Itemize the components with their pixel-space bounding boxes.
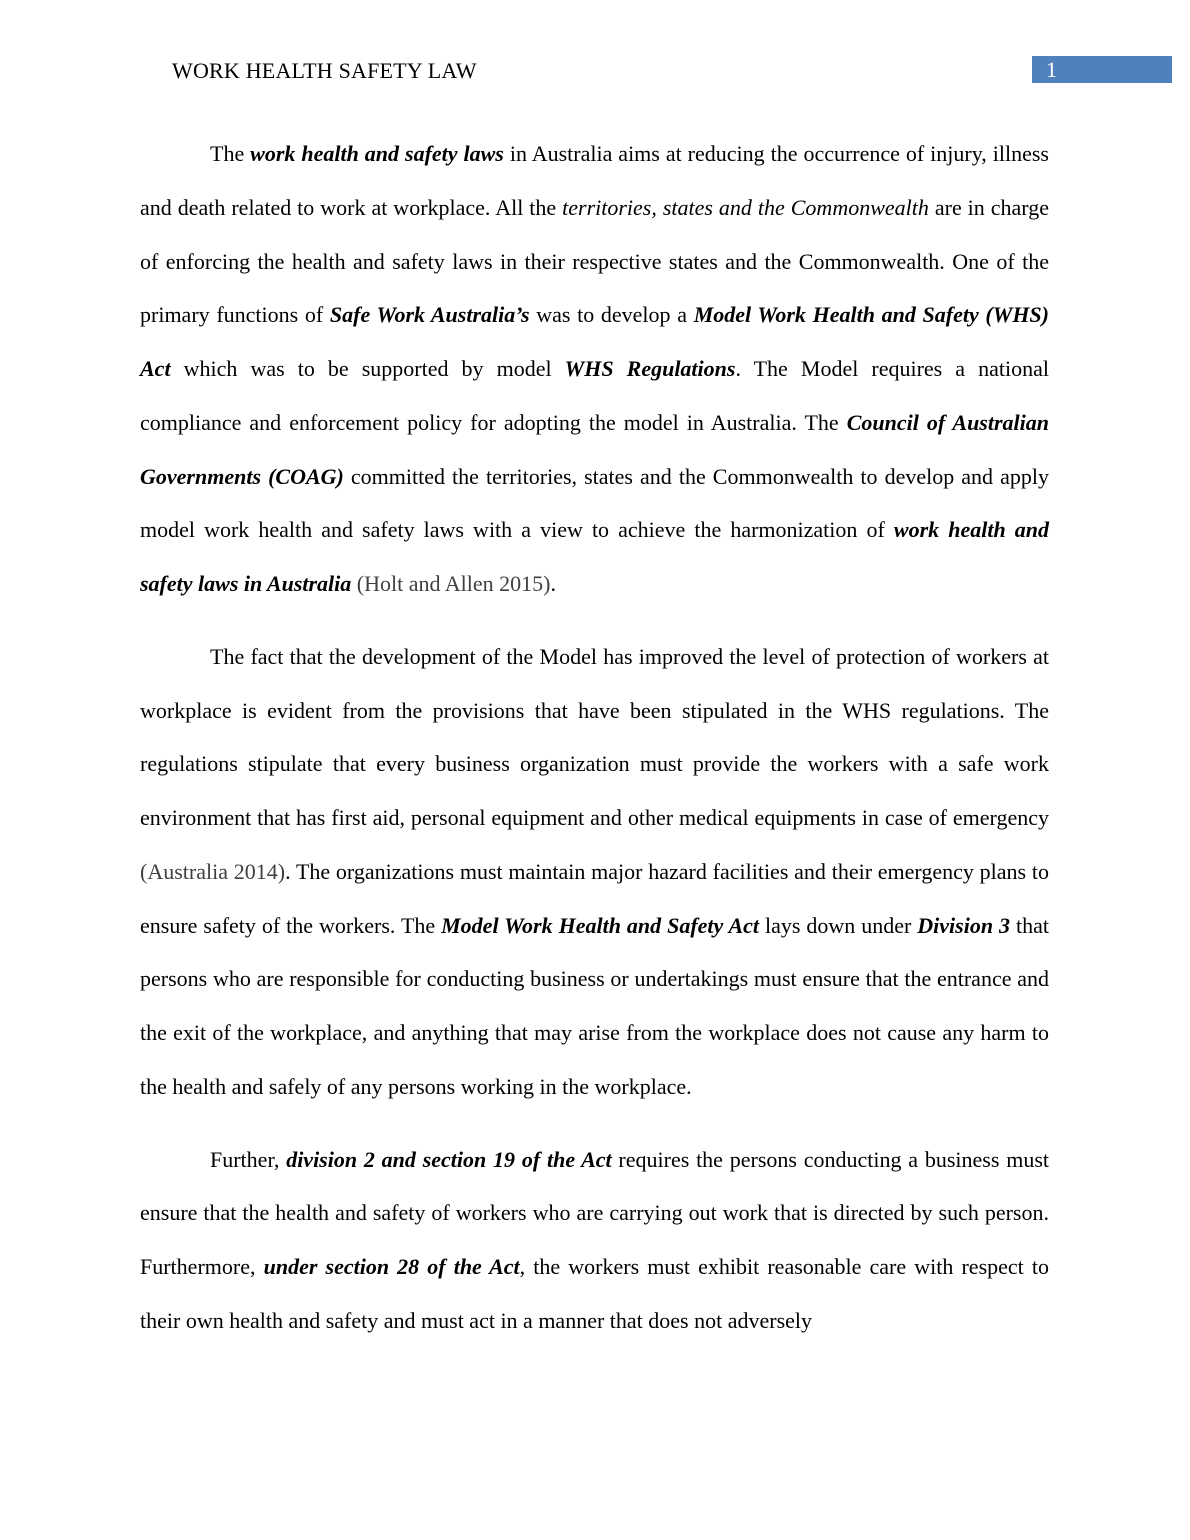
- text-run: . The organizations must maintain major hazard facilities and their emergency plans to ensure safety of the workers. The: [140, 858, 1049, 938]
- text-run: that persons who are responsible for conducting business or undertakings must ensure that the entrance and the exit of the workplace, and anything that may arise from the workplace does not cause any harm to the health and safely of any persons working in the workplace.: [140, 912, 1050, 1099]
- text-run: are in charge of enforcing the health and safety laws in their respective states and the Commonwealth. One of the primary functions of: [140, 194, 1049, 328]
- text-run: Further,: [210, 1146, 287, 1172]
- emphasis-run: under section 28 of the Act: [263, 1254, 520, 1279]
- emphasis-run: Model Work Health and Safety (WHS) Act: [140, 302, 1049, 381]
- page-number-badge: [1032, 56, 1172, 83]
- emphasis-run: Model Work Health and Safety Act: [441, 912, 759, 938]
- text-run: committed the territories, states and the Commonwealth to develop and apply model work health and safety laws with a view to achieve the harmonization of: [140, 463, 1049, 543]
- body-text: [140, 127, 1049, 1348]
- citation: (Australia 2014): [140, 858, 286, 884]
- paragraph-2: [140, 630, 1049, 1114]
- emphasis-run: Division 3: [917, 912, 1011, 938]
- emphasis-run: work health and safety laws in Australia: [140, 517, 1049, 596]
- italic-run: territories, states and the Commonwealth: [562, 194, 929, 220]
- text-run: which was to be supported by model: [170, 356, 565, 381]
- running-head: WORK HEALTH SAFETY LAW: [172, 58, 477, 83]
- text-run: The fact that the development of the Model has improved the level of protection of workers at workplace is evident from the provisions that have been stipulated in the WHS regulations. The regulations stipulate that every business organization must provide the workers with a safe work environment that has first aid, personal equipment and other medical equipments in case of emergency: [140, 643, 1049, 830]
- text-run: The: [210, 141, 251, 166]
- text-run: . The Model requires a national compliance and enforcement policy for adopting the model in Australia. The: [140, 356, 1049, 435]
- text-run: , the workers must exhibit reasonable care with respect to their own health and safety and must act in a manner that does not adversely: [140, 1254, 1050, 1333]
- emphasis-run: work health and safety laws: [250, 141, 504, 166]
- text-run: lays down under: [759, 912, 918, 938]
- text-run: requires the persons conducting a business must ensure that the health and safety of workers who are carrying out work that is directed by such person. Furthermore,: [140, 1146, 1050, 1279]
- emphasis-run: division 2 and section 19 of the Act: [286, 1146, 612, 1172]
- text-run: in Australia aims at reducing the occurrence of injury, illness and death related to work at workplace. All the: [140, 141, 1049, 220]
- emphasis-run: WHS Regulations: [564, 356, 736, 381]
- emphasis-run: Council of Australian Governments (COAG): [140, 409, 1049, 489]
- text-run: .: [550, 571, 556, 596]
- paragraph-1: [140, 127, 1049, 611]
- page-number: 1: [1046, 57, 1057, 82]
- citation: (Holt and Allen 2015): [356, 571, 551, 596]
- emphasis-run: Safe Work Australia’s: [329, 302, 530, 328]
- text-run: was to develop a: [529, 302, 694, 328]
- paragraph-3: [140, 1133, 1049, 1348]
